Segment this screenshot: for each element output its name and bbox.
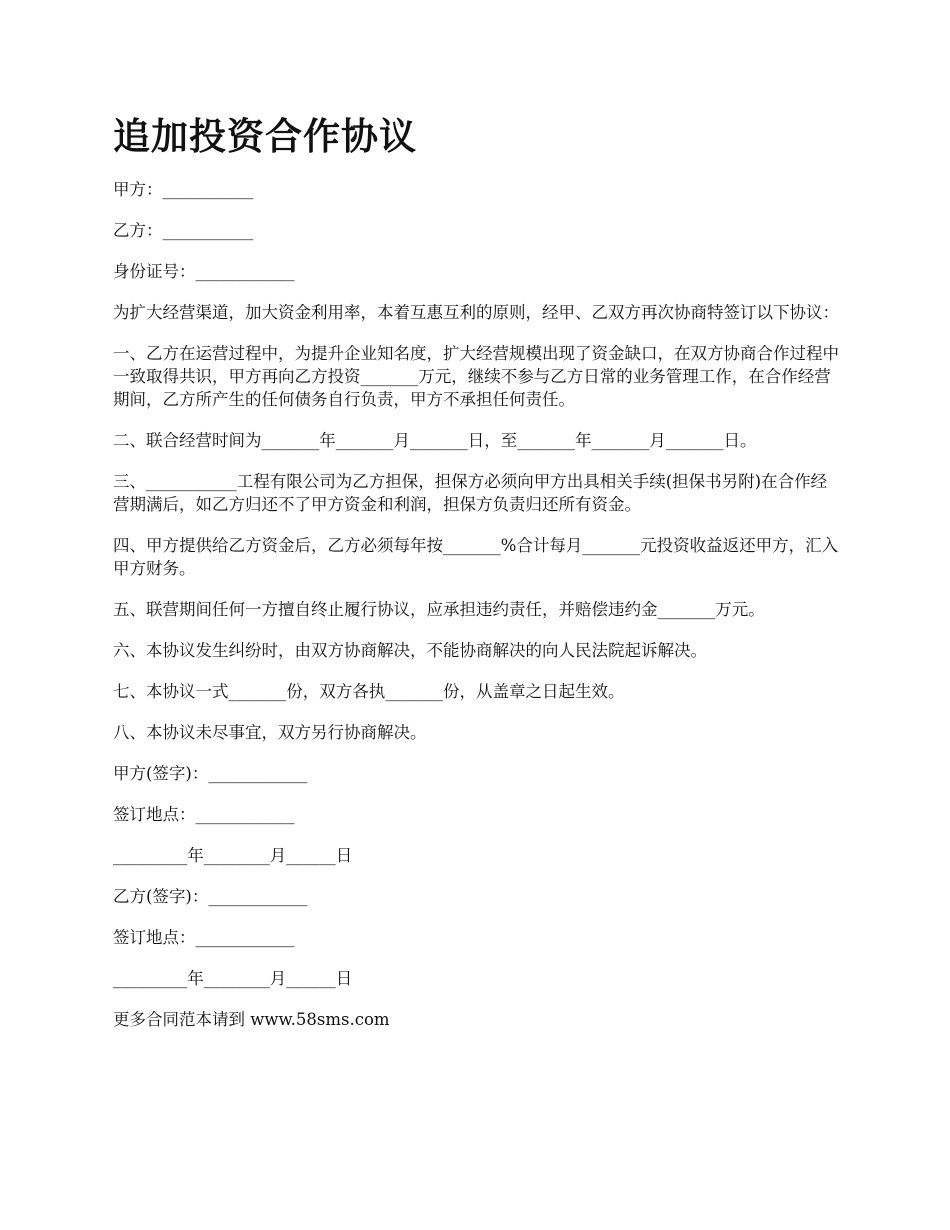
id-number-line: 身份证号：____________ <box>113 262 295 281</box>
clause-7: 七、本协议一式_______份，双方各执_______份，从盖章之日起生效。 <box>113 682 625 701</box>
intro-paragraph: 为扩大经营渠道，加大资金利用率，本着互惠互利的原则，经甲、乙双方再次协商特签订以下协议： <box>113 303 839 322</box>
party-b-sign-date: _________年________月______日 <box>113 969 353 988</box>
clause-5: 五、联营期间任何一方擅自终止履行协议，应承担违约责任，并赔偿违约金_______万元。 <box>113 600 765 619</box>
clause-6: 六、本协议发生纠纷时，由双方协商解决，不能协商解决的向人民法院起诉解决。 <box>113 641 707 660</box>
document-title: 追加投资合作协议 <box>113 115 417 158</box>
party-b-sign-place: 签订地点：____________ <box>113 928 295 947</box>
clause-3: 三、___________工程有限公司为乙方担保，担保方必须向甲方出具相关手续(担保书另附)在合作经营期满后，如乙方归还不了甲方资金和利润，担保方负责归还所有资金。 <box>113 472 828 514</box>
party-a-line: 甲方：___________ <box>113 180 254 199</box>
document-page <box>113 112 843 1049</box>
party-b-line: 乙方：___________ <box>113 221 254 240</box>
party-a-sign-date: _________年________月______日 <box>113 846 353 865</box>
party-b-signature: 乙方(签字)：____________ <box>113 887 308 906</box>
party-a-signature: 甲方(签字)：____________ <box>113 764 308 783</box>
clause-2: 二、联合经营时间为_______年_______月_______日，至_______年_______月_______日。 <box>113 431 757 450</box>
clause-8: 八、本协议未尽事宜，双方另行协商解决。 <box>113 723 427 742</box>
clause-1: 一、乙方在运营过程中，为提升企业知名度，扩大经营规模出现了资金缺口，在双方协商合作过程中一致取得共识，甲方再向乙方投资_______万元，继续不参与乙方日常的业务管理工作，在合作经营期间，乙方所产生的任何债务自行负责，甲方不承担任何责任。 <box>113 344 839 409</box>
footer-note: 更多合同范本请到 www.58sms.com <box>113 1010 390 1029</box>
party-a-sign-place: 签订地点：____________ <box>113 805 295 824</box>
clause-4: 四、甲方提供给乙方资金后，乙方必须每年按_______%合计每月_______元投资收益返还甲方，汇入甲方财务。 <box>113 536 839 578</box>
